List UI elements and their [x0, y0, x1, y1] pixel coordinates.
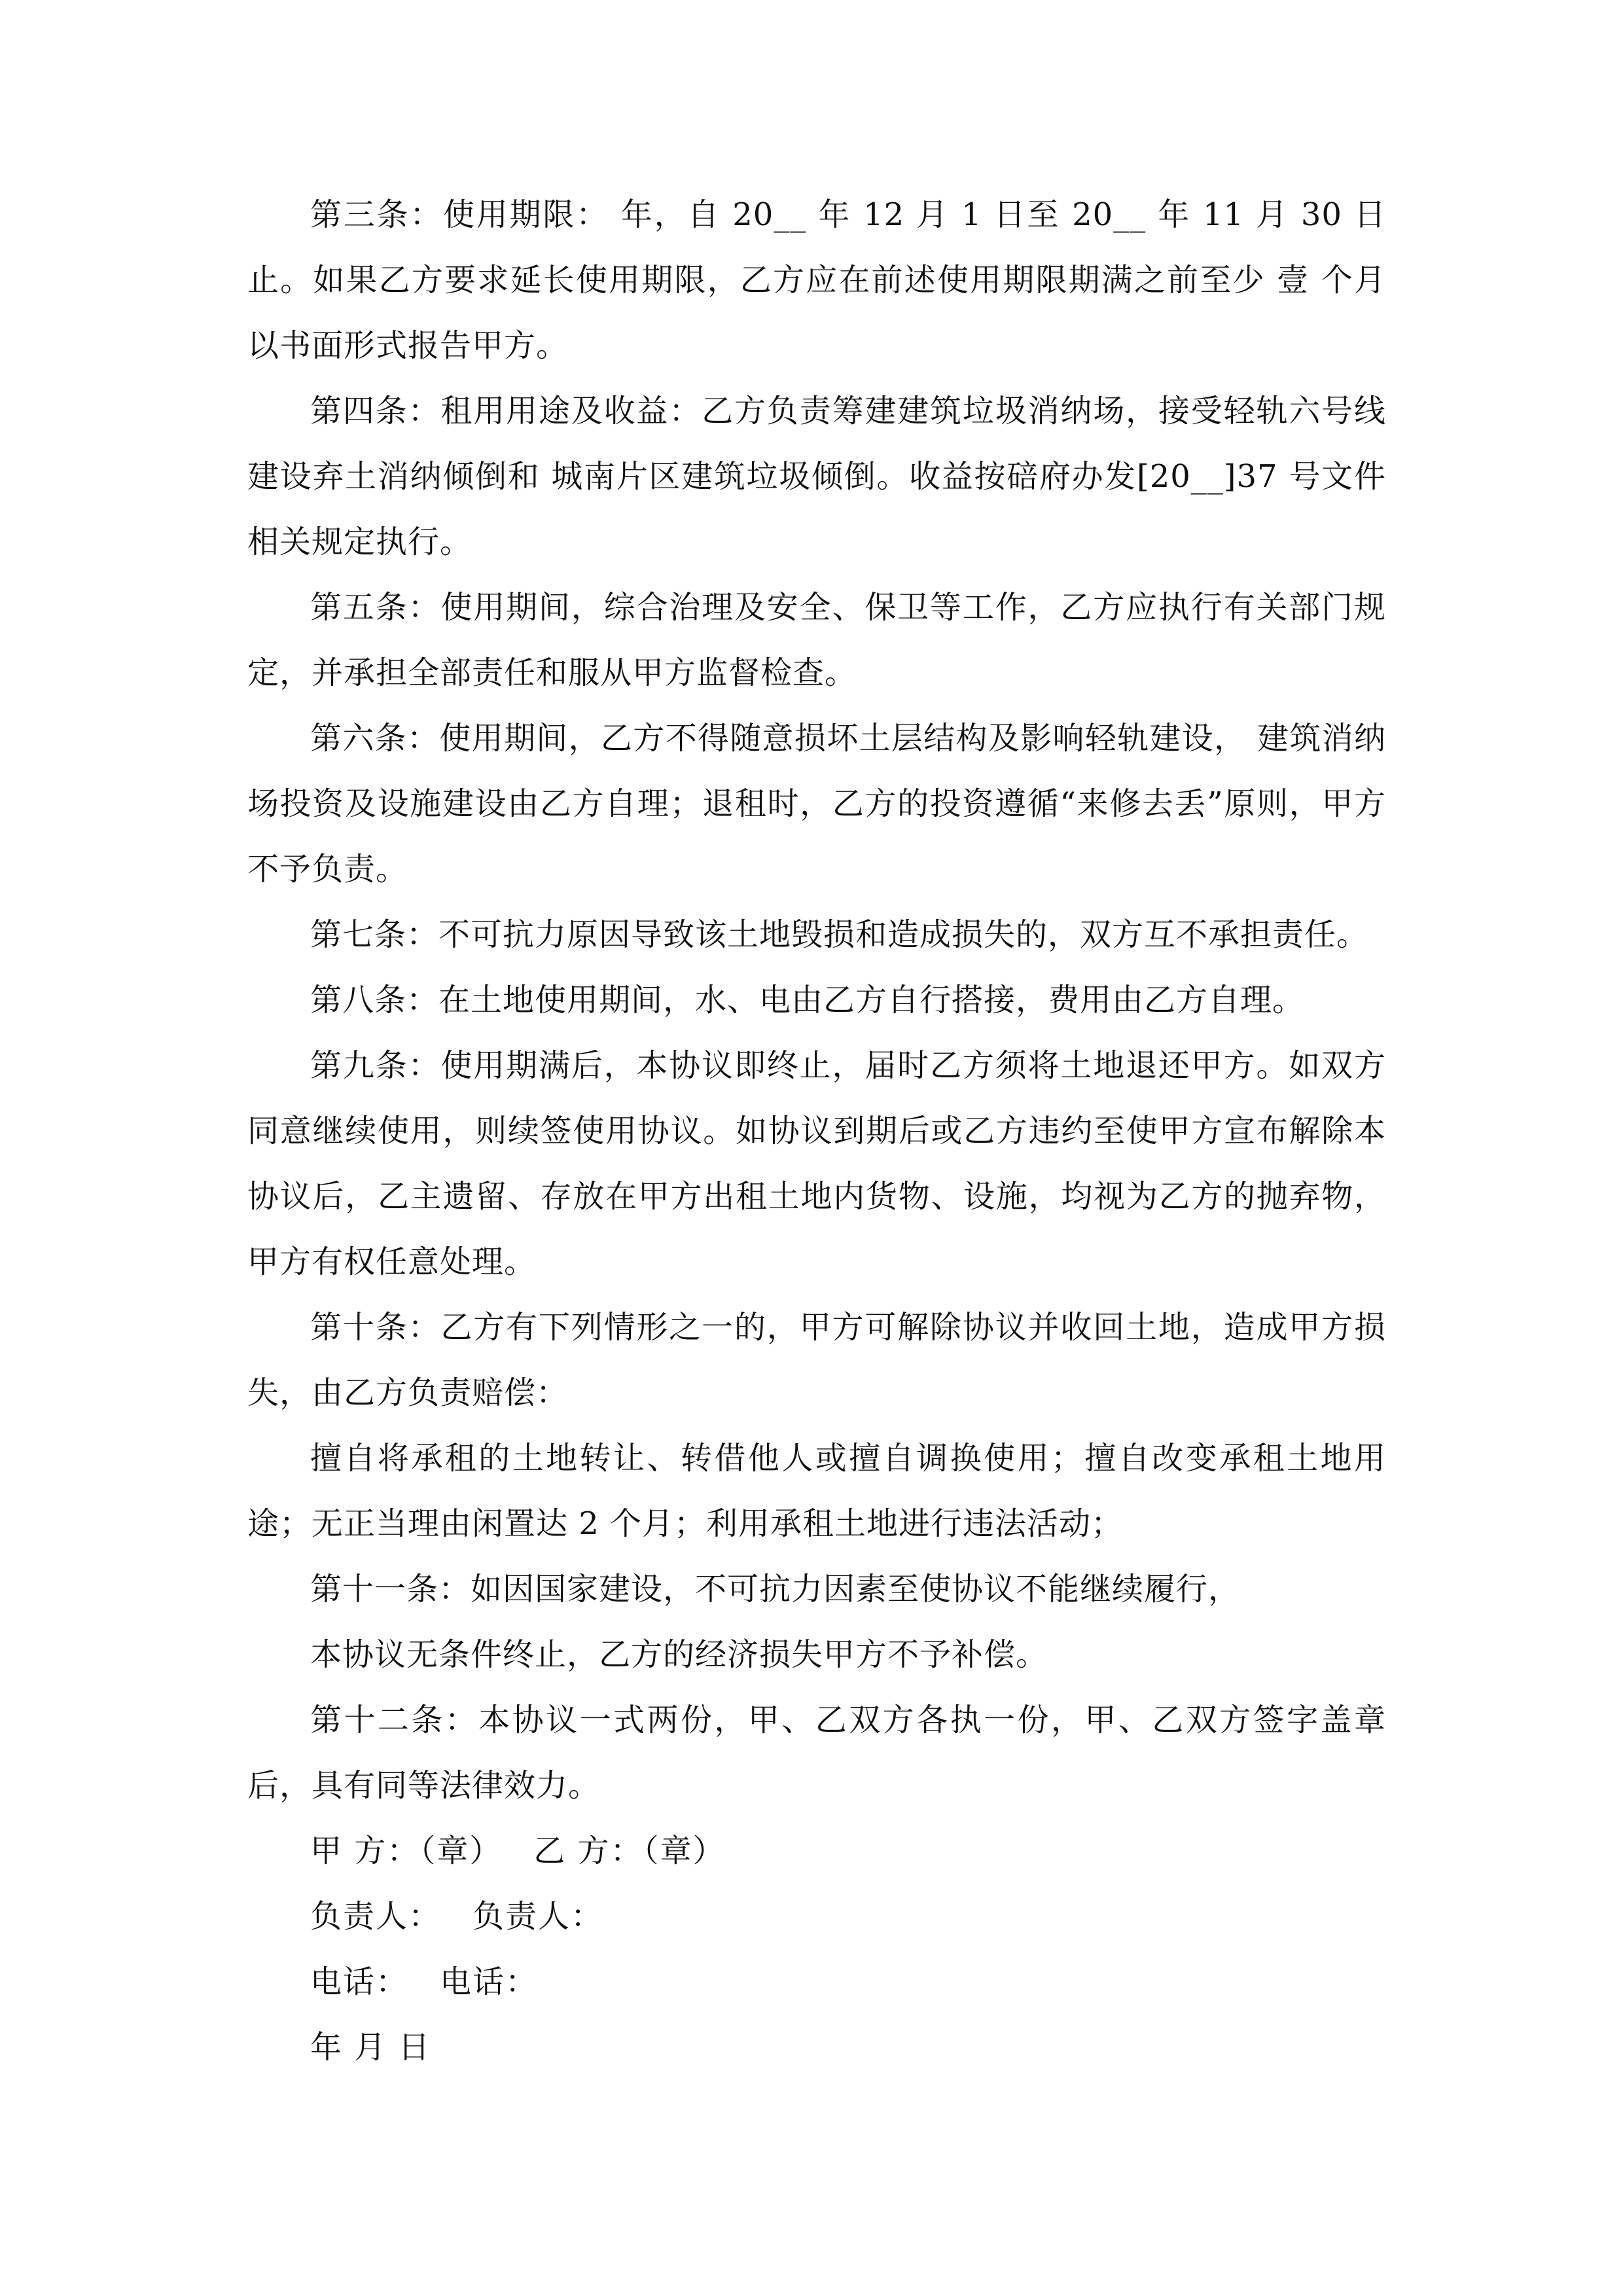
signature-phones: [247, 1949, 1386, 2015]
article-5: 第五条：使用期间，综合治理及安全、保卫等工作，乙方应执行有关部门规定，并承担全部责任和服从甲方监督检查。: [247, 589, 1386, 691]
rep-a-label: 负责人：: [310, 1898, 442, 1935]
article-6: 第六条：使用期间，乙方不得随意损坏土层结构及影响轻轨建设， 建筑消纳场投资及设施建设由乙方自理；退租时，乙方的投资遵循“来修去丢”原则，甲方不予负责。: [247, 720, 1386, 888]
phone-a-label: 电话：: [310, 1964, 409, 2000]
article-7: 第七条：不可抗力原因导致该土地毁损和造成损失的，双方互不承担责任。: [310, 916, 1369, 953]
article-11-continued: 本协议无条件终止，乙方的经济损失甲方不予补偿。: [310, 1636, 1048, 1673]
party-b-label: 乙 方：（章）: [533, 1833, 726, 1869]
signature-date: 年 月 日: [310, 2029, 431, 2066]
article-3: 第三条：使用期限： 年，自 20__ 年 12 月 1 日至 20__ 年 11 月 30 日止。如果乙方要求延长使用期限，乙方应在前述使用期限期满之前至少 壹 个月以书面形式报告甲方。: [247, 196, 1386, 364]
article-12: 第十二条：本协议一式两份，甲、乙双方各执一份，甲、乙双方签字盖章后，具有同等法律效力。: [247, 1702, 1386, 1804]
party-a-label: 甲 方：（章）: [310, 1833, 503, 1869]
article-4: 第四条：租用用途及收益：乙方负责筹建建筑垃圾消纳场，接受轻轨六号线建设弃土消纳倾倒和 城南片区建筑垃圾倾倒。收益按碚府办发[20__]37 号文件相关规定执行。: [247, 393, 1386, 560]
signature-parties: [247, 1818, 1386, 1884]
article-11: 第十一条：如因国家建设，不可抗力因素至使协议不能继续履行，: [310, 1571, 1241, 1607]
article-10-conditions: 擅自将承租的土地转让、转借他人或擅自调换使用；擅自改变承租土地用途；无正当理由闲置达 2 个月；利用承租土地进行违法活动；: [247, 1440, 1386, 1542]
article-8: 第八条：在土地使用期间，水、电由乙方自行搭接，费用由乙方自理。: [310, 982, 1305, 1018]
signature-representatives: [247, 1884, 1386, 1949]
phone-b-label: 电话：: [440, 1964, 539, 2000]
article-9: 第九条：使用期满后，本协议即终止，届时乙方须将土地退还甲方。如双方同意继续使用，则续签使用协议。如协议到期后或乙方违约至使甲方宣布解除本协议后，乙主遗留、存放在甲方出租土地内货物、设施，均视为乙方的抛弃物，甲方有权任意处理。: [247, 1047, 1386, 1280]
document-body: [247, 182, 1386, 2080]
rep-b-label: 负责人：: [473, 1898, 604, 1935]
article-10: 第十条：乙方有下列情形之一的，甲方可解除协议并收回土地，造成甲方损失，由乙方负责赔偿：: [247, 1309, 1386, 1411]
